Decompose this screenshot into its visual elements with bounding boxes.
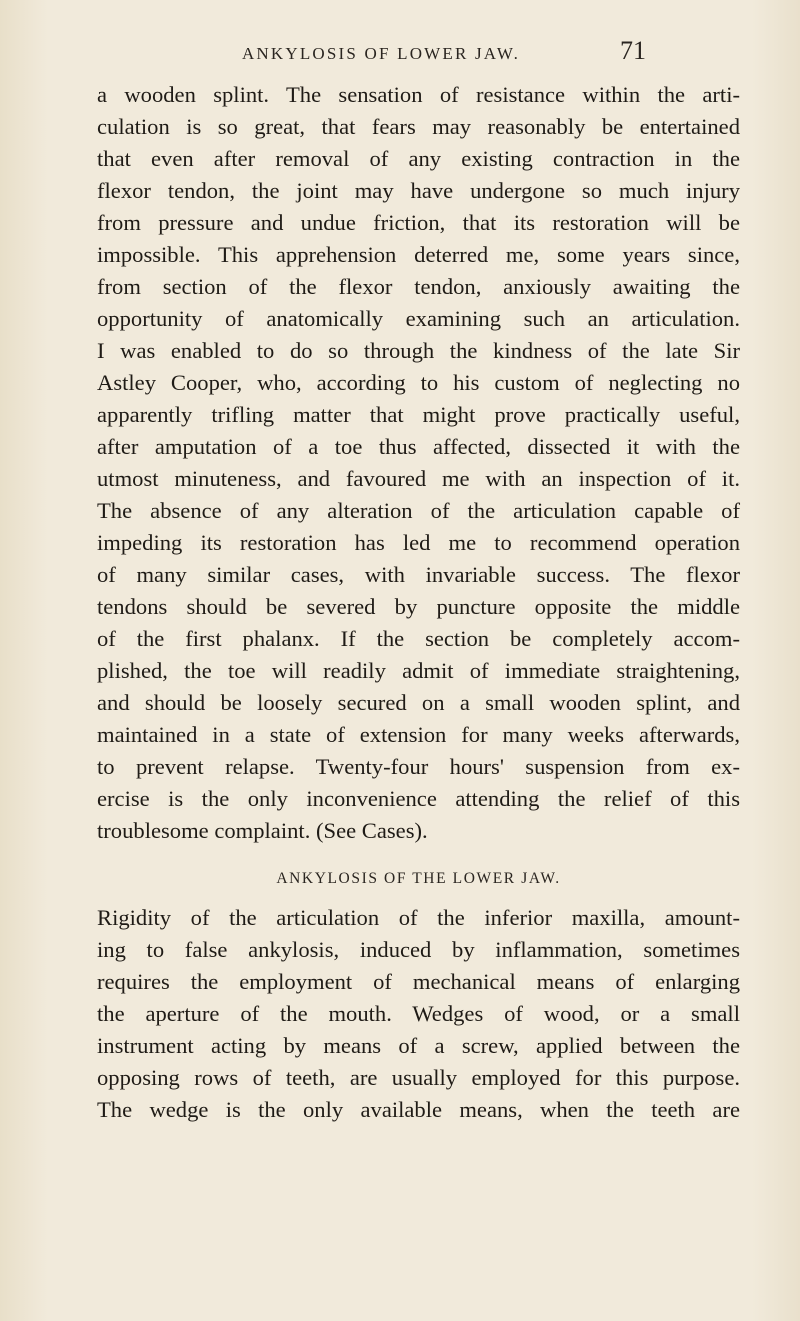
text-line: I was enabled to do so through the kindness of the late Sir xyxy=(97,338,740,363)
text-line: flexor tendon, the joint may have undergone so much injury xyxy=(97,178,740,203)
text-line: from pressure and undue friction, that its restoration will be xyxy=(97,210,740,235)
text-line: after amputation of a toe thus affected, dissected it with the xyxy=(97,434,740,459)
text-line: culation is so great, that fears may reasonably be entertained xyxy=(97,114,740,139)
text-line: of many similar cases, with invariable success. The flexor xyxy=(97,562,740,587)
text-line: that even after removal of any existing contraction in the xyxy=(97,146,740,171)
text-line: ing to false ankylosis, induced by inflammation, sometimes xyxy=(97,937,740,962)
text-line: apparently trifling matter that might prove practically useful, xyxy=(97,402,740,427)
page-number: 71 xyxy=(620,36,646,65)
text-line: to prevent relapse. Twenty-four hours' suspension from ex- xyxy=(97,754,740,779)
text-line: and should be loosely secured on a small wooden splint, and xyxy=(97,690,740,715)
text-line: utmost minuteness, and favoured me with an inspection of it. xyxy=(97,466,740,491)
text-line: troublesome complaint. (See Cases). xyxy=(97,818,428,843)
text-line: of the first phalanx. If the section be completely accom- xyxy=(97,626,740,651)
section-paragraph xyxy=(97,902,740,1126)
text-line: from section of the flexor tendon, anxiously awaiting the xyxy=(97,274,740,299)
text-line: Rigidity of the articulation of the inferior maxilla, amount- xyxy=(97,905,740,930)
text-line: plished, the toe will readily admit of immediate straightening, xyxy=(97,658,740,683)
text-line: impeding its restoration has led me to recommend operation xyxy=(97,530,740,555)
text-line: Astley Cooper, who, according to his custom of neglecting no xyxy=(97,370,740,395)
text-line: ercise is the only inconvenience attending the relief of this xyxy=(97,786,740,811)
text-line: instrument acting by means of a screw, applied between the xyxy=(97,1033,740,1058)
text-line: tendons should be severed by puncture opposite the middle xyxy=(97,594,740,619)
text-line: maintained in a state of extension for many weeks afterwards, xyxy=(97,722,740,747)
text-line: opportunity of anatomically examining such an articulation. xyxy=(97,306,740,331)
paragraph-continued xyxy=(97,79,740,847)
text-line: a wooden splint. The sensation of resistance within the arti- xyxy=(97,82,740,107)
text-line: The absence of any alteration of the articulation capable of xyxy=(97,498,740,523)
text-line: The wedge is the only available means, when the teeth are xyxy=(97,1097,740,1122)
text-line: impossible. This apprehension deterred me, some years since, xyxy=(97,242,740,267)
section-heading: ANKYLOSIS OF THE LOWER JAW. xyxy=(276,870,561,887)
text-line: requires the employment of mechanical means of enlarging xyxy=(97,969,740,994)
text-line: opposing rows of teeth, are usually employed for this purpose. xyxy=(97,1065,740,1090)
text-line: the aperture of the mouth. Wedges of wood, or a small xyxy=(97,1001,740,1026)
running-head: ANKYLOSIS OF LOWER JAW. xyxy=(241,44,521,63)
